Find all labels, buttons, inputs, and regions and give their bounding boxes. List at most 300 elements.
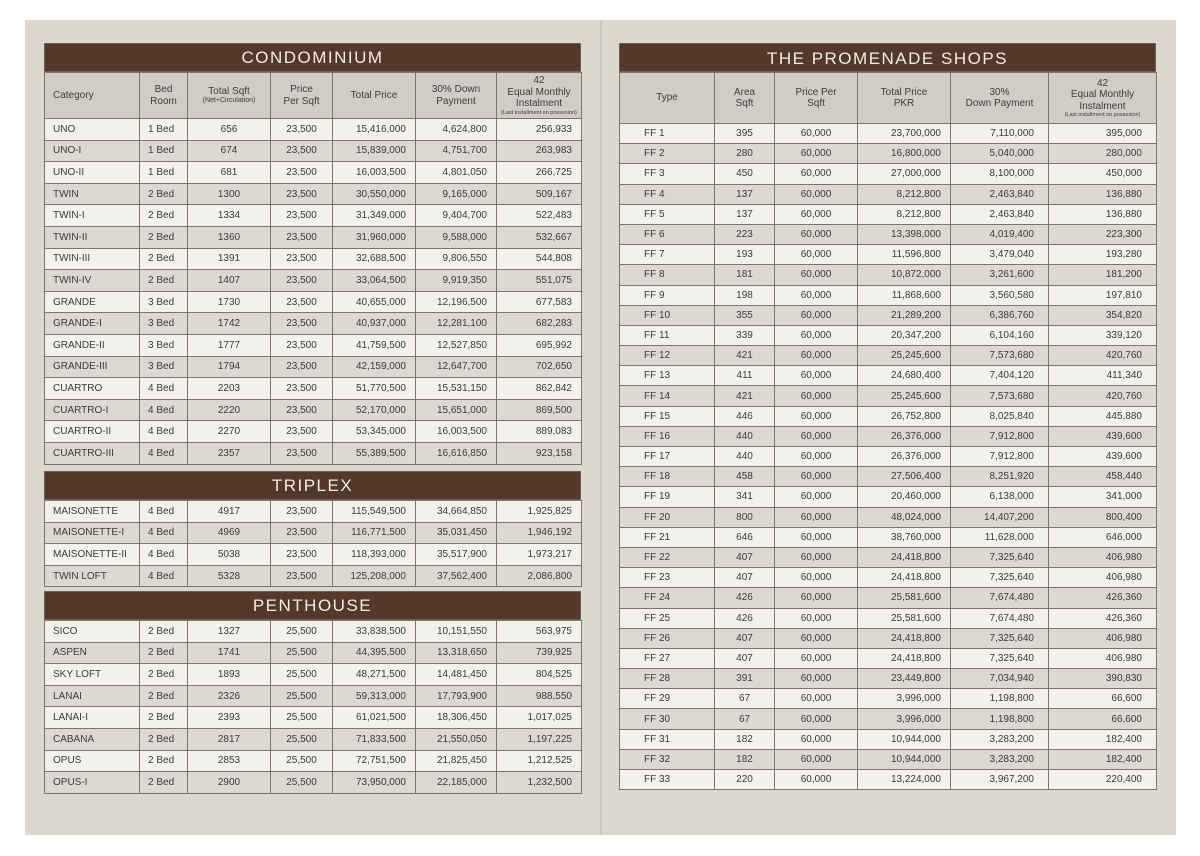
table-row	[45, 442, 582, 464]
category-cell: SICO	[45, 621, 140, 643]
type-cell: FF 18	[620, 467, 715, 487]
condominium-block	[44, 43, 581, 465]
type-cell: FF 28	[620, 669, 715, 689]
price-per-sqft-cell: 25,500	[271, 685, 333, 707]
down-payment-cell: 12,196,500	[416, 291, 497, 313]
instalment-cell: 136,880	[1049, 204, 1157, 224]
total-sqft-header: Total Sqft (Net+Circulation)	[188, 73, 271, 119]
total-price-cell: 27,000,000	[858, 164, 951, 184]
table-row	[45, 565, 582, 587]
table-row	[620, 588, 1157, 608]
table-row	[620, 144, 1157, 164]
bed-cell: 3 Bed	[140, 291, 188, 313]
down-payment-cell: 2,463,840	[951, 204, 1049, 224]
table-row	[45, 119, 582, 141]
sqft-cell: 1327	[188, 621, 271, 643]
type-cell: FF 25	[620, 608, 715, 628]
instalment-cell: 406,980	[1049, 628, 1157, 648]
bed-cell: 1 Bed	[140, 140, 188, 162]
type-cell: FF 9	[620, 285, 715, 305]
table-row	[620, 568, 1157, 588]
promenade-header	[620, 73, 1157, 124]
price-per-sqft-cell: 23,500	[271, 205, 333, 227]
down-payment-cell: 14,481,450	[416, 664, 497, 686]
bed-cell: 2 Bed	[140, 205, 188, 227]
price-per-sqft-cell: 60,000	[775, 124, 858, 144]
instalment-cell: 406,980	[1049, 568, 1157, 588]
page-gutter	[600, 20, 602, 835]
down-payment-cell: 7,404,120	[951, 366, 1049, 386]
bed-cell: 4 Bed	[140, 522, 188, 544]
triplex-title: TRIPLEX	[44, 471, 581, 500]
area-cell: 339	[715, 325, 775, 345]
total-price-cell: 24,418,800	[858, 547, 951, 567]
down-payment-cell: 7,573,680	[951, 346, 1049, 366]
table-row	[45, 621, 582, 643]
total-price-cell: 53,345,000	[333, 421, 416, 443]
category-cell: UNO-II	[45, 162, 140, 184]
price-per-sqft-cell: 23,500	[271, 183, 333, 205]
down-payment-header: 30% Down Payment	[951, 73, 1049, 124]
category-cell: TWIN	[45, 183, 140, 205]
total-price-cell: 13,224,000	[858, 770, 951, 790]
price-per-sqft-cell: 60,000	[775, 426, 858, 446]
instalment-cell: 420,760	[1049, 386, 1157, 406]
sqft-cell: 674	[188, 140, 271, 162]
instalment-cell: 532,667	[497, 226, 582, 248]
penthouse-block	[44, 591, 581, 794]
instalment-cell: 458,440	[1049, 467, 1157, 487]
total-price-cell: 25,581,600	[858, 588, 951, 608]
down-payment-cell: 4,019,400	[951, 224, 1049, 244]
down-payment-cell: 7,325,640	[951, 648, 1049, 668]
instalment-cell: 800,400	[1049, 507, 1157, 527]
table-row	[620, 648, 1157, 668]
type-cell: FF 23	[620, 568, 715, 588]
sqft-cell: 1300	[188, 183, 271, 205]
table-row	[45, 270, 582, 292]
sqft-cell: 2817	[188, 728, 271, 750]
instalment-cell: 450,000	[1049, 164, 1157, 184]
sqft-cell: 1730	[188, 291, 271, 313]
area-cell: 391	[715, 669, 775, 689]
area-cell: 182	[715, 749, 775, 769]
down-payment-cell: 37,562,400	[416, 565, 497, 587]
table-row	[620, 547, 1157, 567]
bed-cell: 2 Bed	[140, 226, 188, 248]
table-row	[620, 184, 1157, 204]
category-cell: TWIN-I	[45, 205, 140, 227]
down-payment-cell: 2,463,840	[951, 184, 1049, 204]
price-per-sqft-cell: 60,000	[775, 628, 858, 648]
table-row	[45, 750, 582, 772]
price-per-sqft-cell: 23,500	[271, 248, 333, 270]
area-cell: 67	[715, 689, 775, 709]
table-row	[620, 366, 1157, 386]
down-payment-cell: 7,573,680	[951, 386, 1049, 406]
table-row	[620, 285, 1157, 305]
total-price-cell: 13,398,000	[858, 224, 951, 244]
instalment-cell: 1,925,825	[497, 501, 582, 523]
bed-cell: 4 Bed	[140, 544, 188, 566]
instalment-cell: 889,083	[497, 421, 582, 443]
instalment-cell: 354,820	[1049, 305, 1157, 325]
instalment-cell: 923,158	[497, 442, 582, 464]
sqft-cell: 2357	[188, 442, 271, 464]
down-payment-cell: 7,674,480	[951, 588, 1049, 608]
price-per-sqft-cell: 60,000	[775, 346, 858, 366]
table-row	[620, 749, 1157, 769]
down-payment-cell: 7,110,000	[951, 124, 1049, 144]
area-cell: 407	[715, 568, 775, 588]
down-payment-cell: 1,198,800	[951, 689, 1049, 709]
instalment-cell: 395,000	[1049, 124, 1157, 144]
area-cell: 411	[715, 366, 775, 386]
instalment-cell: 439,600	[1049, 447, 1157, 467]
bed-cell: 2 Bed	[140, 270, 188, 292]
down-payment-cell: 8,100,000	[951, 164, 1049, 184]
price-per-sqft-header: Price Per Sqft	[775, 73, 858, 124]
price-per-sqft-cell: 60,000	[775, 568, 858, 588]
table-row	[620, 224, 1157, 244]
category-cell: GRANDE-III	[45, 356, 140, 378]
total-price-cell: 40,937,000	[333, 313, 416, 335]
total-price-cell: 24,418,800	[858, 648, 951, 668]
price-per-sqft-cell: 23,500	[271, 442, 333, 464]
total-price-cell: 26,752,800	[858, 406, 951, 426]
instalment-cell: 869,500	[497, 399, 582, 421]
price-per-sqft-cell: 23,500	[271, 162, 333, 184]
instalment-cell: 426,360	[1049, 588, 1157, 608]
sqft-cell: 5328	[188, 565, 271, 587]
table-row	[620, 204, 1157, 224]
instalment-cell: 544,808	[497, 248, 582, 270]
down-payment-cell: 6,386,760	[951, 305, 1049, 325]
price-per-sqft-cell: 60,000	[775, 547, 858, 567]
sqft-cell: 1777	[188, 334, 271, 356]
triplex-rows	[45, 501, 582, 587]
down-payment-header: 30% Down Payment	[416, 73, 497, 119]
down-payment-cell: 1,198,800	[951, 709, 1049, 729]
total-price-cell: 72,751,500	[333, 750, 416, 772]
category-cell: TWIN-II	[45, 226, 140, 248]
price-per-sqft-cell: 60,000	[775, 447, 858, 467]
category-cell: CUARTRO-II	[45, 421, 140, 443]
price-per-sqft-cell: 60,000	[775, 689, 858, 709]
area-cell: 421	[715, 386, 775, 406]
price-per-sqft-cell: 60,000	[775, 265, 858, 285]
sqft-cell: 1794	[188, 356, 271, 378]
down-payment-cell: 21,825,450	[416, 750, 497, 772]
sqft-cell: 2220	[188, 399, 271, 421]
down-payment-cell: 4,751,700	[416, 140, 497, 162]
category-cell: TWIN-IV	[45, 270, 140, 292]
total-price-cell: 20,347,200	[858, 325, 951, 345]
category-cell: CUARTRO-I	[45, 399, 140, 421]
sqft-cell: 2270	[188, 421, 271, 443]
type-cell: FF 17	[620, 447, 715, 467]
down-payment-cell: 16,003,500	[416, 421, 497, 443]
instalment-cell: 406,980	[1049, 547, 1157, 567]
total-price-cell: 21,289,200	[858, 305, 951, 325]
down-payment-cell: 7,325,640	[951, 568, 1049, 588]
type-cell: FF 21	[620, 527, 715, 547]
area-cell: 198	[715, 285, 775, 305]
category-cell: LANAI-I	[45, 707, 140, 729]
area-cell: 137	[715, 204, 775, 224]
area-cell: 395	[715, 124, 775, 144]
instalment-cell: 1,197,225	[497, 728, 582, 750]
type-cell: FF 16	[620, 426, 715, 446]
sqft-cell: 1360	[188, 226, 271, 248]
down-payment-cell: 8,251,920	[951, 467, 1049, 487]
category-cell: ASPEN	[45, 642, 140, 664]
category-cell: GRANDE-I	[45, 313, 140, 335]
down-payment-cell: 35,517,900	[416, 544, 497, 566]
total-price-cell: 40,655,000	[333, 291, 416, 313]
price-per-sqft-cell: 23,500	[271, 399, 333, 421]
total-price-cell: 8,212,800	[858, 204, 951, 224]
total-price-cell: 125,208,000	[333, 565, 416, 587]
down-payment-cell: 7,912,800	[951, 426, 1049, 446]
instalment-cell: 406,980	[1049, 648, 1157, 668]
instalment-cell: 677,583	[497, 291, 582, 313]
area-cell: 450	[715, 164, 775, 184]
down-payment-cell: 9,806,550	[416, 248, 497, 270]
down-payment-cell: 15,531,150	[416, 378, 497, 400]
total-price-cell: 10,944,000	[858, 749, 951, 769]
sqft-cell: 1407	[188, 270, 271, 292]
instalment-cell: 2,086,800	[497, 565, 582, 587]
total-price-cell: 24,418,800	[858, 628, 951, 648]
sqft-cell: 1391	[188, 248, 271, 270]
total-price-cell: 30,550,000	[333, 183, 416, 205]
total-price-cell: 15,416,000	[333, 119, 416, 141]
instalment-cell: 988,550	[497, 685, 582, 707]
area-cell: 223	[715, 224, 775, 244]
total-price-cell: 24,418,800	[858, 568, 951, 588]
area-cell: 646	[715, 527, 775, 547]
bed-cell: 2 Bed	[140, 772, 188, 794]
table-row	[45, 378, 582, 400]
price-per-sqft-cell: 60,000	[775, 608, 858, 628]
instalment-cell: 390,830	[1049, 669, 1157, 689]
price-per-sqft-cell: 23,500	[271, 270, 333, 292]
total-price-cell: 61,021,500	[333, 707, 416, 729]
down-payment-cell: 9,919,350	[416, 270, 497, 292]
bed-cell: 4 Bed	[140, 565, 188, 587]
price-per-sqft-cell: 23,500	[271, 226, 333, 248]
table-row	[620, 265, 1157, 285]
price-per-sqft-cell: 23,500	[271, 334, 333, 356]
area-cell: 355	[715, 305, 775, 325]
price-per-sqft-cell: 60,000	[775, 487, 858, 507]
down-payment-cell: 9,404,700	[416, 205, 497, 227]
down-payment-cell: 10,151,550	[416, 621, 497, 643]
table-row	[620, 729, 1157, 749]
type-cell: FF 31	[620, 729, 715, 749]
total-price-cell: 11,868,600	[858, 285, 951, 305]
category-cell: GRANDE-II	[45, 334, 140, 356]
sqft-cell: 2203	[188, 378, 271, 400]
sqft-cell: 4917	[188, 501, 271, 523]
table-row	[620, 689, 1157, 709]
down-payment-cell: 3,261,600	[951, 265, 1049, 285]
instalment-cell: 426,360	[1049, 608, 1157, 628]
instalment-cell: 862,842	[497, 378, 582, 400]
instalment-cell: 193,280	[1049, 245, 1157, 265]
type-cell: FF 26	[620, 628, 715, 648]
bed-room-header: Bed Room	[140, 73, 188, 119]
sqft-cell: 1741	[188, 642, 271, 664]
total-price-cell: 10,872,000	[858, 265, 951, 285]
type-cell: FF 24	[620, 588, 715, 608]
price-per-sqft-cell: 25,500	[271, 664, 333, 686]
type-cell: FF 22	[620, 547, 715, 567]
table-row	[45, 707, 582, 729]
total-price-cell: 3,996,000	[858, 689, 951, 709]
total-price-cell: 3,996,000	[858, 709, 951, 729]
type-cell: FF 14	[620, 386, 715, 406]
bed-cell: 2 Bed	[140, 642, 188, 664]
down-payment-cell: 3,560,580	[951, 285, 1049, 305]
promenade-title: THE PROMENADE SHOPS	[619, 43, 1156, 72]
table-row	[45, 642, 582, 664]
area-cell: 407	[715, 628, 775, 648]
type-cell: FF 10	[620, 305, 715, 325]
price-per-sqft-cell: 25,500	[271, 621, 333, 643]
price-per-sqft-cell: 23,500	[271, 421, 333, 443]
bed-cell: 2 Bed	[140, 183, 188, 205]
total-price-cell: 26,376,000	[858, 426, 951, 446]
price-per-sqft-cell: 60,000	[775, 245, 858, 265]
type-cell: FF 15	[620, 406, 715, 426]
type-cell: FF 30	[620, 709, 715, 729]
table-row	[45, 248, 582, 270]
price-per-sqft-cell: 60,000	[775, 467, 858, 487]
price-per-sqft-cell: 23,500	[271, 565, 333, 587]
table-row	[620, 467, 1157, 487]
down-payment-cell: 15,651,000	[416, 399, 497, 421]
area-cell: 67	[715, 709, 775, 729]
down-payment-cell: 13,318,650	[416, 642, 497, 664]
bed-cell: 3 Bed	[140, 356, 188, 378]
price-per-sqft-cell: 60,000	[775, 729, 858, 749]
total-price-cell: 115,549,500	[333, 501, 416, 523]
type-cell: FF 8	[620, 265, 715, 285]
down-payment-cell: 17,793,900	[416, 685, 497, 707]
category-cell: TWIN-III	[45, 248, 140, 270]
price-per-sqft-cell: 60,000	[775, 527, 858, 547]
price-per-sqft-cell: 23,500	[271, 356, 333, 378]
down-payment-cell: 18,306,450	[416, 707, 497, 729]
total-price-cell: 23,449,800	[858, 669, 951, 689]
total-price-cell: 27,506,400	[858, 467, 951, 487]
instalment-cell: 420,760	[1049, 346, 1157, 366]
table-row	[45, 399, 582, 421]
sqft-cell: 2853	[188, 750, 271, 772]
bed-cell: 4 Bed	[140, 378, 188, 400]
type-cell: FF 32	[620, 749, 715, 769]
instalment-cell: 220,400	[1049, 770, 1157, 790]
triplex-table	[44, 500, 582, 587]
type-cell: FF 13	[620, 366, 715, 386]
monthly-instalment-header: 42 Equal Monthly Instalment (Last installment on possesion)	[1049, 73, 1157, 124]
area-cell: 421	[715, 346, 775, 366]
instalment-cell: 563,975	[497, 621, 582, 643]
total-price-cell: 38,760,000	[858, 527, 951, 547]
total-price-pkr-header: Total Price PKR	[858, 73, 951, 124]
table-row	[620, 426, 1157, 446]
instalment-cell: 197,810	[1049, 285, 1157, 305]
down-payment-cell: 21,550,050	[416, 728, 497, 750]
total-price-cell: 118,393,000	[333, 544, 416, 566]
table-row	[620, 325, 1157, 345]
bed-cell: 4 Bed	[140, 421, 188, 443]
price-per-sqft-cell: 23,500	[271, 291, 333, 313]
total-price-cell: 48,271,500	[333, 664, 416, 686]
down-payment-cell: 6,104,160	[951, 325, 1049, 345]
total-price-cell: 20,460,000	[858, 487, 951, 507]
category-cell: MAISONETTE	[45, 501, 140, 523]
category-cell: UNO	[45, 119, 140, 141]
type-cell: FF 19	[620, 487, 715, 507]
bed-cell: 2 Bed	[140, 685, 188, 707]
area-cell: 193	[715, 245, 775, 265]
bed-cell: 1 Bed	[140, 119, 188, 141]
table-row	[620, 124, 1157, 144]
triplex-block	[44, 471, 581, 587]
total-price-cell: 24,680,400	[858, 366, 951, 386]
area-cell: 440	[715, 447, 775, 467]
price-per-sqft-cell: 23,500	[271, 140, 333, 162]
table-row	[620, 487, 1157, 507]
down-payment-cell: 12,647,700	[416, 356, 497, 378]
sqft-cell: 681	[188, 162, 271, 184]
instalment-cell: 263,983	[497, 140, 582, 162]
down-payment-cell: 3,967,200	[951, 770, 1049, 790]
total-price-cell: 33,838,500	[333, 621, 416, 643]
price-per-sqft-cell: 60,000	[775, 507, 858, 527]
penthouse-table	[44, 620, 582, 794]
area-cell: 341	[715, 487, 775, 507]
penthouse-title: PENTHOUSE	[44, 591, 581, 620]
category-cell: MAISONETTE-I	[45, 522, 140, 544]
down-payment-cell: 6,138,000	[951, 487, 1049, 507]
instalment-cell: 256,933	[497, 119, 582, 141]
total-price-cell: 25,245,600	[858, 386, 951, 406]
total-price-cell: 10,944,000	[858, 729, 951, 749]
category-cell: GRANDE	[45, 291, 140, 313]
total-price-cell: 41,759,500	[333, 334, 416, 356]
promenade-rows	[620, 124, 1157, 790]
table-row	[620, 406, 1157, 426]
down-payment-cell: 7,674,480	[951, 608, 1049, 628]
category-cell: SKY LOFT	[45, 664, 140, 686]
instalment-cell: 439,600	[1049, 426, 1157, 446]
area-cell: 446	[715, 406, 775, 426]
bed-cell: 2 Bed	[140, 750, 188, 772]
area-cell: 181	[715, 265, 775, 285]
table-row	[620, 770, 1157, 790]
sqft-cell: 1893	[188, 664, 271, 686]
area-cell: 426	[715, 588, 775, 608]
price-per-sqft-cell: 60,000	[775, 386, 858, 406]
bed-cell: 2 Bed	[140, 707, 188, 729]
table-row	[620, 164, 1157, 184]
total-price-cell: 59,313,000	[333, 685, 416, 707]
down-payment-cell: 4,624,800	[416, 119, 497, 141]
